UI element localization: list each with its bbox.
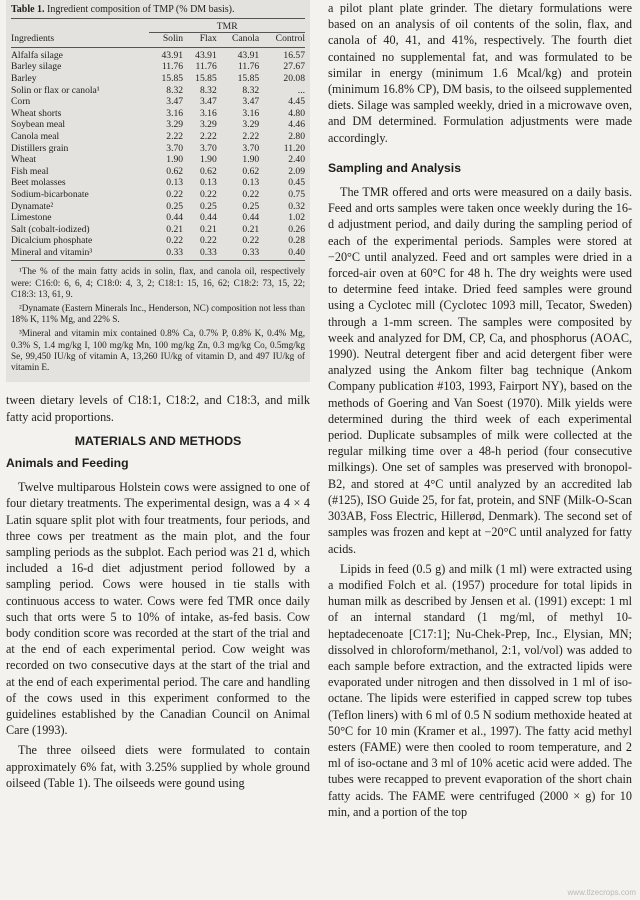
table-cell: 0.75 xyxy=(288,188,305,200)
table-cell: 0.33 xyxy=(217,247,259,261)
body-paragraph: Lipids in feed (0.5 g) and milk (1 ml) were extracted using a modified Folch et al. (1957) procedure for total lipids in human milk as described by Jensen et al. (1991) except: 1 ml of an internal standard (1 mg/ml, of methyl 10- heptadecenoate [C17:1]; Nu-Chek-Prep, Inc., Elysian, MN; dissolved in chloroform/methanol, 2:1, vol/vol) was added to each sample before extraction, and the extracted lipids were evaporated under nitrogen and then dissolved in 1 ml of iso-octane. The lipids were esterified in capped screw top tubes (Teflon liners) with 6 ml of 0.5 N sodium methoxide heated at 50°C for 10 min (Kramer et al., 1997). The fatty acid methyl esters (FAME) were then cooled to room temperature, and 2 ml of iso-octane and 3 ml of 10% acetic acid were added. The tubes were recapped to prevent evaporation of the short chain fatty acids. The FAME were centrifuged (2000 × g) for 10 min, and a portion of the top xyxy=(328,561,632,819)
ingredient-table-box xyxy=(6,0,310,382)
table-cell: 0.44 xyxy=(199,212,217,224)
column-header: Canola xyxy=(217,33,259,48)
table-cell: 3.47 xyxy=(166,96,184,108)
table-cell: 0.21 xyxy=(242,223,260,235)
ingredient-name: Fish meal xyxy=(11,165,49,177)
right-column xyxy=(328,0,632,824)
section-title: Sampling and Analysis xyxy=(328,160,461,175)
table-row xyxy=(11,166,305,178)
table-row xyxy=(11,131,305,143)
table-cell: 4.45 xyxy=(288,96,305,108)
table-cell: 0.33 xyxy=(149,247,183,261)
continuation-paragraph: a pilot plant plate grinder. The dietary formulations were based on an analysis of oil contents of the solin, flax, and canola of 40, 41, and 41%, respectively. The fourth diet contained no supplemental fat, and was formulated to be similar in energy (minimum 1.6 Mcal/kg) and protein (minimum 16.8% CP), DM basis, to the oilseed supplemented diets. Silage was sampled weekly, dried in a microwave oven, and DM determined. Formulation adjustments were made accordingly. xyxy=(328,1,632,145)
ingredient-name: Canola meal xyxy=(11,130,60,142)
table-cell: 3.70 xyxy=(242,142,260,154)
table-cell: 0.22 xyxy=(199,235,217,247)
ingredient-name: Limestone xyxy=(11,212,52,224)
table-cell: 0.62 xyxy=(166,165,184,177)
table-cell: 0.22 xyxy=(166,235,184,247)
ingredient-name: Wheat shorts xyxy=(11,107,62,119)
table-cell: 11.20 xyxy=(283,142,305,154)
table-cell: 2.22 xyxy=(242,130,260,142)
table-cell: 2.22 xyxy=(166,130,184,142)
table-cell: 15.85 xyxy=(195,72,217,84)
table-cell: 0.25 xyxy=(242,200,260,212)
table-row xyxy=(11,47,305,61)
left-body xyxy=(6,392,310,791)
table-cell: 0.13 xyxy=(242,177,260,189)
ingredient-name: Mineral and vitamin³ xyxy=(11,247,149,261)
table-cell: 4.80 xyxy=(288,107,305,119)
footnote-2: ²Dynamate (Eastern Minerals Inc., Henderson, NC) composition not less than 18% K, 11% Mg, and 22% S. xyxy=(11,303,305,325)
table-cell: 43.91 xyxy=(195,49,217,61)
table-cell: 43.91 xyxy=(161,49,184,61)
table-cell: 27.67 xyxy=(283,61,305,73)
table-cell: 3.16 xyxy=(166,107,184,119)
table-cell: ... xyxy=(297,84,305,96)
table-cell: 8.32 xyxy=(166,84,184,96)
table-row xyxy=(11,235,305,247)
column-header: Solin xyxy=(149,33,183,48)
footnote-3: ³Mineral and vitamin mix contained 0.8% Ca, 0.7% P, 0.8% K, 0.4% Mg, 0.3% S, 1.4 mg/kg I, 100 mg/kg Mn, 100 mg/kg Zn, 0.3 mg/kg Co, 0.5mg/kg Se, 99,450 IU/kg of vitamin A, 13,260 IU/kg of vitamin D, and 497 IU/kg of vitamin E. xyxy=(11,328,305,373)
table-cell: 3.70 xyxy=(166,142,184,154)
ingredient-name: Barley xyxy=(11,72,37,84)
ingredient-name: Wheat xyxy=(11,154,37,166)
left-column xyxy=(6,0,310,795)
table-cell: 8.32 xyxy=(199,84,217,96)
footnote-1: ¹The % of the main fatty acids in solin, flax, and canola oil, respectively were: C16:0: 6, 6, 4; C18:0: 4, 3, 2; C18:1: 15, 16, 62; C18:2: 73, 15, 22; C18:3: 13, 61, 9. xyxy=(11,266,305,299)
table-cell: 0.22 xyxy=(242,235,260,247)
table-row xyxy=(11,119,305,131)
table-cell: 8.32 xyxy=(242,84,260,96)
table-footnotes xyxy=(11,266,305,373)
table-cell: 0.32 xyxy=(288,200,305,212)
ingredient-table xyxy=(11,18,305,262)
table-cell: 0.44 xyxy=(242,212,260,224)
column-header: Control xyxy=(259,33,305,48)
table-cell: 2.80 xyxy=(288,130,305,142)
table-cell: 11.76 xyxy=(237,61,260,73)
table-cell: 15.85 xyxy=(161,72,184,84)
table-cell: 3.16 xyxy=(242,107,260,119)
table-label: Table 1. xyxy=(11,4,45,15)
table-cell: 0.44 xyxy=(166,212,184,224)
tmr-group-header: TMR xyxy=(149,18,305,33)
ingredient-name: Barley silage xyxy=(11,61,62,73)
table-cell: 2.09 xyxy=(288,165,305,177)
body-paragraph: Twelve multiparous Holstein cows were assigned to one of four dietary treatments. The experimental design, was a 4 × 4 Latin square split plot with four treatments, four periods, and three cows per treatment as the main plot, and the four sampling periods as the subplot. Each period was 21 d, which included a 16-d diet adjustment period followed by a sampling period. Cows were housed in tie stalls with continuous access to water. Cows were fed TMR once daily such that orts were 5 to 10% of intake, as-fed basis. Cow body condition score was recorded at the start of the trial and at the end of each experimental period. Cow weight was recorded on two consecutive days at the start of the trial and at the end of each experimental period. The care and handling of the cows used in this experiment conformed to the guidelines established by the Canadian Council on Animal Care (1993). xyxy=(6,480,310,738)
table-cell: 3.47 xyxy=(242,96,260,108)
table-row xyxy=(11,247,305,261)
table-cell: 2.22 xyxy=(199,130,217,142)
table-cell: 3.29 xyxy=(199,119,217,131)
ingredient-name: Salt (cobalt-iodized) xyxy=(11,223,90,235)
body-paragraph: The TMR offered and orts were measured on a daily basis. Feed and orts samples were taken once weekly during the 16-d adjustment period, and daily during the sampling period of each of the experimental periods. Samples were stored at −20°C until analyzed. Feed and ort samples were dried in a forced-air oven at 60°C for 48 h. The dry weights were used to determine feed intake. Dried feed samples were ground using a Cyclotec mill (Cyclotec 1093 mill, Tecator, Sweden) through a 1-mm screen. The samples were composited by week and analyzed for DM, CP, Ca, and phosphorus (AOAC, 1990). Neutral detergent fiber and acid detergent fiber were analyzed using the Ankom filter bag technique (Ankom Company publication #103, 1993, Fairport NY), based on the methods of Goering and Van Soest (1970). Milk yields were determined during the third week of each experimental period. Duplicate subsamples of milk were collected at the regular milking time over a 48-h period (four consecutive milkings). One set of samples was preserved with bronopol-B2, and stored at 4°C until analyzed by an accredited lab (#125), ISO Guide 25, for fat, protein, and SNF (Milk-O-Scan 303AB, Foss Electric, Hillerød, Denmark). The second set of samples was frozen and kept at −20°C until analyzed for fatty acids. xyxy=(328,185,632,556)
table-cell: 0.13 xyxy=(199,177,217,189)
ingredient-name: Solin or flax or canola¹ xyxy=(11,84,100,96)
watermark: www.tlzecrops.com xyxy=(567,888,636,897)
table-cell: 0.22 xyxy=(242,188,260,200)
table-cell: 2.40 xyxy=(288,154,305,166)
table-row xyxy=(11,177,305,189)
table-cell: 16.57 xyxy=(283,49,305,61)
ingredient-name: Corn xyxy=(11,96,31,108)
table-cell: 3.16 xyxy=(199,107,217,119)
table-row xyxy=(11,212,305,224)
table-cell: 15.85 xyxy=(237,72,260,84)
right-body xyxy=(328,0,632,820)
table-row xyxy=(11,143,305,155)
table-cell: 3.29 xyxy=(166,119,184,131)
ingredient-name: Dicalcium phosphate xyxy=(11,235,93,247)
table-row xyxy=(11,73,305,85)
table-cell: 20.08 xyxy=(283,72,305,84)
table-cell: 0.62 xyxy=(199,165,217,177)
ingredient-name: Dynamate² xyxy=(11,200,54,212)
table-cell: 3.29 xyxy=(242,119,260,131)
table-row xyxy=(11,154,305,166)
table-row xyxy=(11,85,305,97)
table-cell: 0.21 xyxy=(199,223,217,235)
table-cell: 0.25 xyxy=(166,200,184,212)
table-row xyxy=(11,189,305,201)
ingredient-name: Beet molasses xyxy=(11,177,66,189)
table-cell: 0.40 xyxy=(259,247,305,261)
ingredient-name: Alfalfa silage xyxy=(11,49,63,61)
table-caption xyxy=(11,4,305,16)
table-cell: 0.22 xyxy=(199,188,217,200)
column-header: Ingredients xyxy=(11,33,149,48)
table-cell: 0.28 xyxy=(288,235,305,247)
table-cell: 4.46 xyxy=(288,119,305,131)
ingredient-name: Sodium-bicarbonate xyxy=(11,188,89,200)
table-cell: 0.26 xyxy=(288,223,305,235)
subsection-title: Animals and Feeding xyxy=(6,455,129,470)
body-paragraph: The three oilseed diets were formulated to contain approximately 6% fat, with 3.25% supplied by whole ground oilseed (Table 1). The oilseeds were gound using xyxy=(6,743,310,790)
column-header: Flax xyxy=(183,33,217,48)
table-cell: 1.90 xyxy=(199,154,217,166)
table-cell: 1.02 xyxy=(288,212,305,224)
table-cell: 0.13 xyxy=(166,177,184,189)
section-title: MATERIALS AND METHODS xyxy=(74,433,242,448)
table-cell: 1.90 xyxy=(242,154,260,166)
table-row xyxy=(11,96,305,108)
table-cell: 11.76 xyxy=(161,61,184,73)
table-row xyxy=(11,201,305,213)
table-row xyxy=(11,61,305,73)
table-caption-text: Ingredient composition of TMP (% DM basis). xyxy=(47,4,235,15)
table-cell: 0.25 xyxy=(199,200,217,212)
table-cell: 0.33 xyxy=(183,247,217,261)
table-row xyxy=(11,108,305,120)
table-cell: 3.70 xyxy=(199,142,217,154)
table-row xyxy=(11,224,305,236)
table-cell: 11.76 xyxy=(195,61,217,73)
table-cell: 0.45 xyxy=(288,177,305,189)
table-cell: 1.90 xyxy=(166,154,184,166)
continuation-paragraph: tween dietary levels of C18:1, C18:2, and C18:3, and milk fatty acid proportions. xyxy=(6,393,310,424)
ingredient-name: Distillers grain xyxy=(11,142,69,154)
table-cell: 0.62 xyxy=(242,165,260,177)
ingredient-name: Soybean meal xyxy=(11,119,66,131)
table-cell: 3.47 xyxy=(199,96,217,108)
table-cell: 43.91 xyxy=(237,49,260,61)
table-cell: 0.22 xyxy=(166,188,184,200)
table-cell: 0.21 xyxy=(166,223,184,235)
